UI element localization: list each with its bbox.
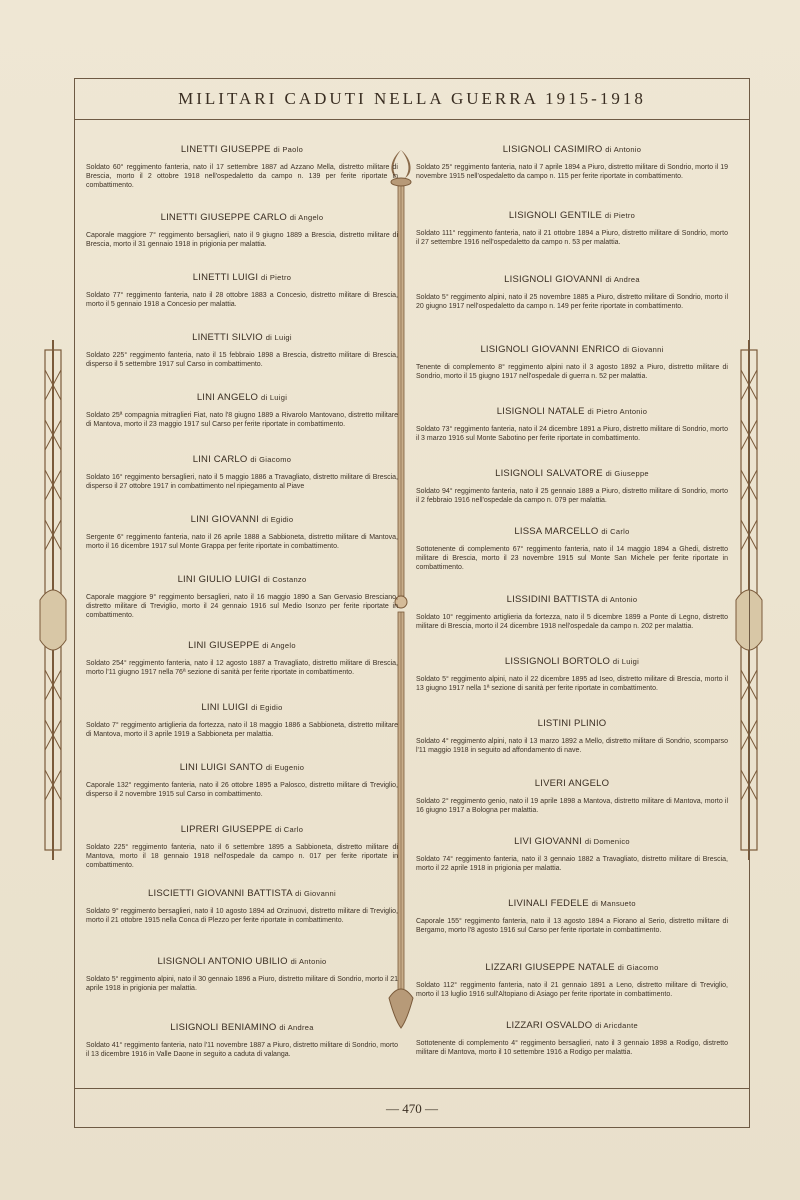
list-item — [86, 1022, 398, 1059]
entry-name — [416, 836, 728, 847]
entry-surname: LISSIDINI BATTISTA — [506, 594, 599, 605]
entry-name — [416, 898, 728, 909]
list-item — [86, 392, 398, 429]
entry-parentage: di Andrea — [605, 275, 640, 284]
entry-text: Soldato 7° reggimento artiglieria da fortezza, nato il 18 maggio 1886 a Sabbioneta, distretto militare di Mantova, morto il 3 aprile 1919 a Sabbioneta per malattia. — [86, 722, 398, 738]
entry-text: Soldato 5° reggimento alpini, nato il 30 gennaio 1896 a Piuro, distretto militare di Sondrio, morto il 21 aprile 1918 in prigionia per malattia. — [86, 976, 398, 992]
entry-text: Caporale maggiore 9° reggimento bersaglieri, nato il 16 maggio 1890 a San Gervasio Bresciano, distretto militare di Treviglio, morto il 24 gennaio 1916 sul Medio Isonzo per ferite riportate in combattimento. — [86, 594, 398, 619]
list-item — [416, 274, 728, 311]
entry-parentage: di Antonio — [290, 957, 327, 966]
entry-surname: LIVERI ANGELO — [534, 778, 610, 789]
entry-surname: LINI GIULIO LUIGI — [177, 574, 261, 585]
entry-name — [86, 1022, 398, 1033]
list-item — [86, 888, 398, 925]
entry-text: Soldato 225° reggimento fanteria, nato il 6 settembre 1895 a Sabbioneta, distretto militare di Mantova, morto il 18 gennaio 1918 nell'ospedale da campo n. 017 per ferite riportate in combattimento. — [86, 844, 398, 869]
entry-parentage: di Mansueto — [591, 899, 636, 908]
entry-text: Soldato 77° reggimento fanteria, nato il 28 ottobre 1883 a Concesio, distretto militare di Brescia, morto il 5 gennaio 1918 a Concesio per malattia. — [86, 292, 398, 308]
entry-surname: LINETTI SILVIO — [192, 332, 263, 343]
entry-text: Soldato 41° reggimento fanteria, nato l'11 novembre 1887 a Piuro, distretto militare di Sondrio, morto il 13 dicembre 1916 in Valle Daone in seguito a caduta di valanga. — [86, 1042, 398, 1058]
entry-parentage: di Egidio — [261, 515, 294, 524]
entry-surname: LISSIGNOLI BORTOLO — [504, 656, 611, 667]
entry-surname: LIZZARI GIUSEPPE NATALE — [485, 962, 615, 973]
entry-surname: LISSA MARCELLO — [514, 526, 599, 537]
entry-name — [86, 824, 398, 835]
list-item — [86, 762, 398, 799]
entry-parentage: di Costanzo — [263, 575, 307, 584]
entry-parentage: di Antonio — [601, 595, 638, 604]
entry-name — [416, 210, 728, 221]
entry-parentage: di Pietro — [604, 211, 636, 220]
entry-text: Soldato 225° reggimento fanteria, nato il 15 febbraio 1898 a Brescia, distretto militare di Brescia, disperso il 5 settembre 1917 sul Carso in combattimento. — [86, 352, 398, 368]
entry-text: Soldato 16° reggimento bersaglieri, nato il 5 maggio 1886 a Travagliato, distretto militare di Brescia, disperso il 27 ottobre 1917 in combattimento nel ripiegamento al Piave — [86, 474, 398, 490]
list-item — [86, 702, 398, 739]
entry-parentage: di Luigi — [612, 657, 640, 666]
entry-text: Soldato 2° reggimento genio, nato il 19 aprile 1898 a Mantova, distretto militare di Mantova, morto il 16 giugno 1917 a Bologna per malattia. — [416, 798, 728, 814]
entry-name — [416, 274, 728, 285]
entry-parentage: di Egidio — [251, 703, 283, 712]
entry-name — [86, 762, 398, 773]
list-item — [416, 594, 728, 631]
entry-name — [86, 212, 398, 223]
entry-surname: LISIGNOLI NATALE — [496, 406, 585, 417]
entry-text: Soldato 60° reggimento fanteria, nato il 17 settembre 1887 ad Azzano Mella, distretto militare di Brescia, morto il 2 ottobre 1918 nell'ospedaletto da campo n. 139 per ferite riportate in combattimento. — [86, 164, 398, 189]
entry-text: Caporale maggiore 7° reggimento bersaglieri, nato il 9 giugno 1889 a Brescia, distretto militare di Brescia, morto il 31 gennaio 1918 in prigionia per malattia. — [86, 232, 398, 248]
entry-surname: LISIGNOLI GIOVANNI ENRICO — [480, 344, 620, 355]
entry-text: Soldato 10° reggimento artiglieria da fortezza, nato il 5 dicembre 1899 a Ponte di Legno, distretto militare di Brescia, morto il 24 dicembre 1918 nell'ospedale da campo n. 202 per malattia. — [416, 614, 728, 630]
entry-parentage: di Luigi — [265, 333, 292, 342]
entry-text: Sottotenente di complemento 4° reggimento bersaglieri, nato il 3 gennaio 1898 a Rodigo, distretto militare di Mantova, morto il 10 settembre 1916 a Rodigo per malattia. — [416, 1040, 728, 1056]
entry-parentage: di Giovanni — [295, 889, 336, 898]
entry-text: Soldato 5° reggimento alpini, nato il 25 novembre 1885 a Piuro, distretto militare di Sondrio, morto il 20 giugno 1917 nell'ospedaletto da campo n. 149 per ferite riportate in combattimento. — [416, 294, 728, 310]
entry-text: Sottotenente di complemento 67° reggimento fanteria, nato il 14 maggio 1894 a Ghedi, distretto militare di Brescia, morto il 23 novembre 1915 sul Monte San Michele per ferite riportate in combattimento. — [416, 546, 728, 571]
list-item — [416, 778, 728, 815]
entry-surname: LINI LUIGI — [201, 702, 249, 713]
entry-name — [86, 514, 398, 525]
entry-name — [86, 454, 398, 465]
entry-text: Soldato 254° reggimento fanteria, nato il 12 agosto 1887 a Travagliato, distretto militare di Brescia, morto l'11 giugno 1917 nella 76ª sezione di sanità per ferite riportate in combattimento. — [86, 660, 398, 676]
entry-surname: LINI GIOVANNI — [190, 514, 260, 525]
list-item — [86, 272, 398, 309]
list-item — [416, 144, 728, 181]
entry-text: Soldato 25ª compagnia mitraglieri Fiat, nato l'8 giugno 1889 a Rivarolo Mantovano, distretto militare di Mantova, morto il 23 maggio 1917 sul Carso per ferite riportate in combattimento. — [86, 412, 398, 428]
list-item — [416, 526, 728, 572]
entry-parentage: di Andrea — [279, 1023, 314, 1032]
list-item — [86, 514, 398, 551]
entry-parentage: di Pietro Antonio — [587, 407, 648, 416]
entry-name — [416, 468, 728, 479]
entry-surname: LISIGNOLI ANTONIO UBILIO — [157, 956, 288, 967]
footer-band — [74, 1088, 750, 1128]
entry-text: Sergente 6° reggimento fanteria, nato il 26 aprile 1888 a Sabbioneta, distretto militare di Mantova, morto il 16 dicembre 1917 sul Monte Grappa per ferite riportate in combattimento. — [86, 534, 398, 550]
list-item — [86, 574, 398, 620]
entry-name — [86, 888, 398, 899]
list-item — [416, 210, 728, 247]
entry-parentage: di Antonio — [605, 145, 642, 154]
entry-surname: LISIGNOLI GENTILE — [508, 210, 603, 221]
entry-surname: LISIGNOLI GIOVANNI — [504, 274, 603, 285]
entry-name — [416, 344, 728, 355]
entry-surname: LISIGNOLI CASIMIRO — [502, 144, 603, 155]
entry-text: Soldato 94° reggimento fanteria, nato il 25 gennaio 1889 a Piuro, distretto militare di Sondrio, morto il 2 febbraio 1916 nell'ospedale da campo n. 079 per malattia. — [416, 488, 728, 504]
entry-name — [86, 272, 398, 283]
list-item — [416, 406, 728, 443]
entry-surname: LINI GIUSEPPE — [188, 640, 260, 651]
entry-surname: LISIGNOLI SALVATORE — [495, 468, 603, 479]
list-item — [416, 344, 728, 381]
entry-name — [416, 526, 728, 537]
entry-text: Soldato 5° reggimento alpini, nato il 22 dicembre 1895 ad Iseo, distretto militare di Brescia, morto il 13 giugno 1917 nella 1ª sezione di sanità per ferite riportate in combattimento. — [416, 676, 728, 692]
entry-surname: LINETTI GIUSEPPE — [180, 144, 271, 155]
entry-surname: LIZZARI OSVALDO — [506, 1020, 593, 1031]
entry-surname: LINI ANGELO — [196, 392, 259, 403]
list-item — [86, 824, 398, 870]
list-item — [86, 332, 398, 369]
entry-text: Soldato 74° reggimento fanteria, nato il 3 gennaio 1882 a Travagliato, distretto militare di Brescia, morto il 22 aprile 1918 in prigionia per malattia. — [416, 856, 728, 872]
header-band — [74, 78, 750, 120]
entry-text: Soldato 9° reggimento bersaglieri, nato il 10 agosto 1894 ad Orzinuovi, distretto militare di Treviglio, morto il 21 ottobre 1915 nella Conca di Plezzo per ferite riportate in combattimento. — [86, 908, 398, 924]
list-item — [416, 1020, 728, 1057]
entry-surname: LISTINI PLINIO — [537, 718, 607, 729]
entry-surname: LIVI GIOVANNI — [514, 836, 583, 847]
entry-surname: LISIGNOLI BENIAMINO — [170, 1022, 277, 1033]
entry-text: Soldato 4° reggimento alpini, nato il 13 marzo 1892 a Mello, distretto militare di Sondrio, scomparso l'11 maggio 1918 in seguito ad affondamento di nave. — [416, 738, 728, 754]
entry-parentage: di Giacomo — [617, 963, 659, 972]
list-item — [416, 468, 728, 505]
list-item — [416, 898, 728, 935]
list-item — [416, 962, 728, 999]
page-title: MILITARI CADUTI NELLA GUERRA 1915-1918 — [178, 88, 646, 108]
entry-text: Caporale 155° reggimento fanteria, nato il 13 agosto 1894 a Fiorano al Serio, distretto militare di Bergamo, morto l'8 agosto 1916 sul Carso per ferite riportate in combattimento. — [416, 918, 728, 934]
entry-parentage: di Eugenio — [265, 763, 305, 772]
entry-name — [86, 144, 398, 155]
list-item — [416, 718, 728, 755]
entry-parentage: di Domenico — [584, 837, 630, 846]
entry-surname: LINI LUIGI SANTO — [179, 762, 263, 773]
entry-parentage: di Aricdante — [595, 1021, 638, 1030]
list-item — [86, 144, 398, 190]
entry-name — [416, 594, 728, 605]
entry-parentage: di Pietro — [261, 273, 292, 282]
page-number: — 470 — — [386, 1100, 438, 1116]
entry-text: Soldato 111° reggimento fanteria, nato il 21 ottobre 1894 a Piuro, distretto militare di Sondrio, morto il 27 settembre 1916 nell'ospedaletto da campo n. 53 per malattia. — [416, 230, 728, 246]
entry-name — [86, 332, 398, 343]
entry-surname: LIVINALI FEDELE — [508, 898, 589, 909]
entry-surname: LIPRERI GIUSEPPE — [180, 824, 273, 835]
list-item — [86, 640, 398, 677]
entry-parentage: di Angelo — [262, 641, 296, 650]
list-item — [416, 656, 728, 693]
entry-name — [416, 144, 728, 155]
entry-name — [86, 956, 398, 967]
entry-text: Caporale 132° reggimento fanteria, nato il 26 ottobre 1895 a Palosco, distretto militare di Treviglio, disperso il 2 novembre 1915 sul Carso in combattimento. — [86, 782, 398, 798]
entry-parentage: di Carlo — [274, 825, 304, 834]
entry-parentage: di Giuseppe — [605, 469, 649, 478]
entry-text: Soldato 25° reggimento fanteria, nato il 7 aprile 1894 a Piuro, distretto militare di Sondrio, morto il 19 novembre 1915 nell'ospedaletto da campo n. 115 per ferite riportate in combattimento. — [416, 164, 728, 180]
entry-parentage: di Paolo — [273, 145, 304, 154]
entry-name — [86, 392, 398, 403]
entry-surname: LINETTI LUIGI — [192, 272, 259, 283]
entry-name — [416, 406, 728, 417]
list-item — [86, 956, 398, 993]
entry-name — [416, 656, 728, 667]
left-fasces-decoration — [38, 340, 68, 860]
entry-name — [416, 1020, 728, 1031]
entry-parentage: di Carlo — [601, 527, 630, 536]
entry-surname: LISCIETTI GIOVANNI BATTISTA — [148, 888, 293, 899]
entry-name — [416, 778, 728, 789]
entry-parentage: di Angelo — [289, 213, 324, 222]
entry-name — [416, 962, 728, 973]
entry-name — [416, 718, 728, 729]
list-item — [86, 212, 398, 249]
list-item — [86, 454, 398, 491]
entry-parentage: di Giovanni — [622, 345, 664, 354]
entry-parentage: di Giacomo — [250, 455, 292, 464]
entry-name — [86, 640, 398, 651]
entry-surname: LINI CARLO — [192, 454, 248, 465]
entry-name — [86, 702, 398, 713]
entry-text: Tenente di complemento 8° reggimento alpini nato il 3 agosto 1892 a Piuro, distretto militare di Sondrio, morto il 15 giugno 1917 nell'ospedale di guerra n. 52 per malattia. — [416, 364, 728, 380]
entry-surname: LINETTI GIUSEPPE CARLO — [160, 212, 287, 223]
entry-name — [86, 574, 398, 585]
entry-text: Soldato 73° reggimento fanteria, nato il 24 dicembre 1891 a Piuro, distretto militare di Sondrio, morto il 3 marzo 1916 sul Monte Sabotino per ferite riportate in combattimento. — [416, 426, 728, 442]
entry-parentage: di Luigi — [261, 393, 288, 402]
list-item — [416, 836, 728, 873]
entry-text: Soldato 112° reggimento fanteria, nato il 21 gennaio 1891 a Leno, distretto militare di Treviglio, morto il 13 luglio 1916 sull'Altopiano di Asiago per ferite riportate in combattimento. — [416, 982, 728, 998]
